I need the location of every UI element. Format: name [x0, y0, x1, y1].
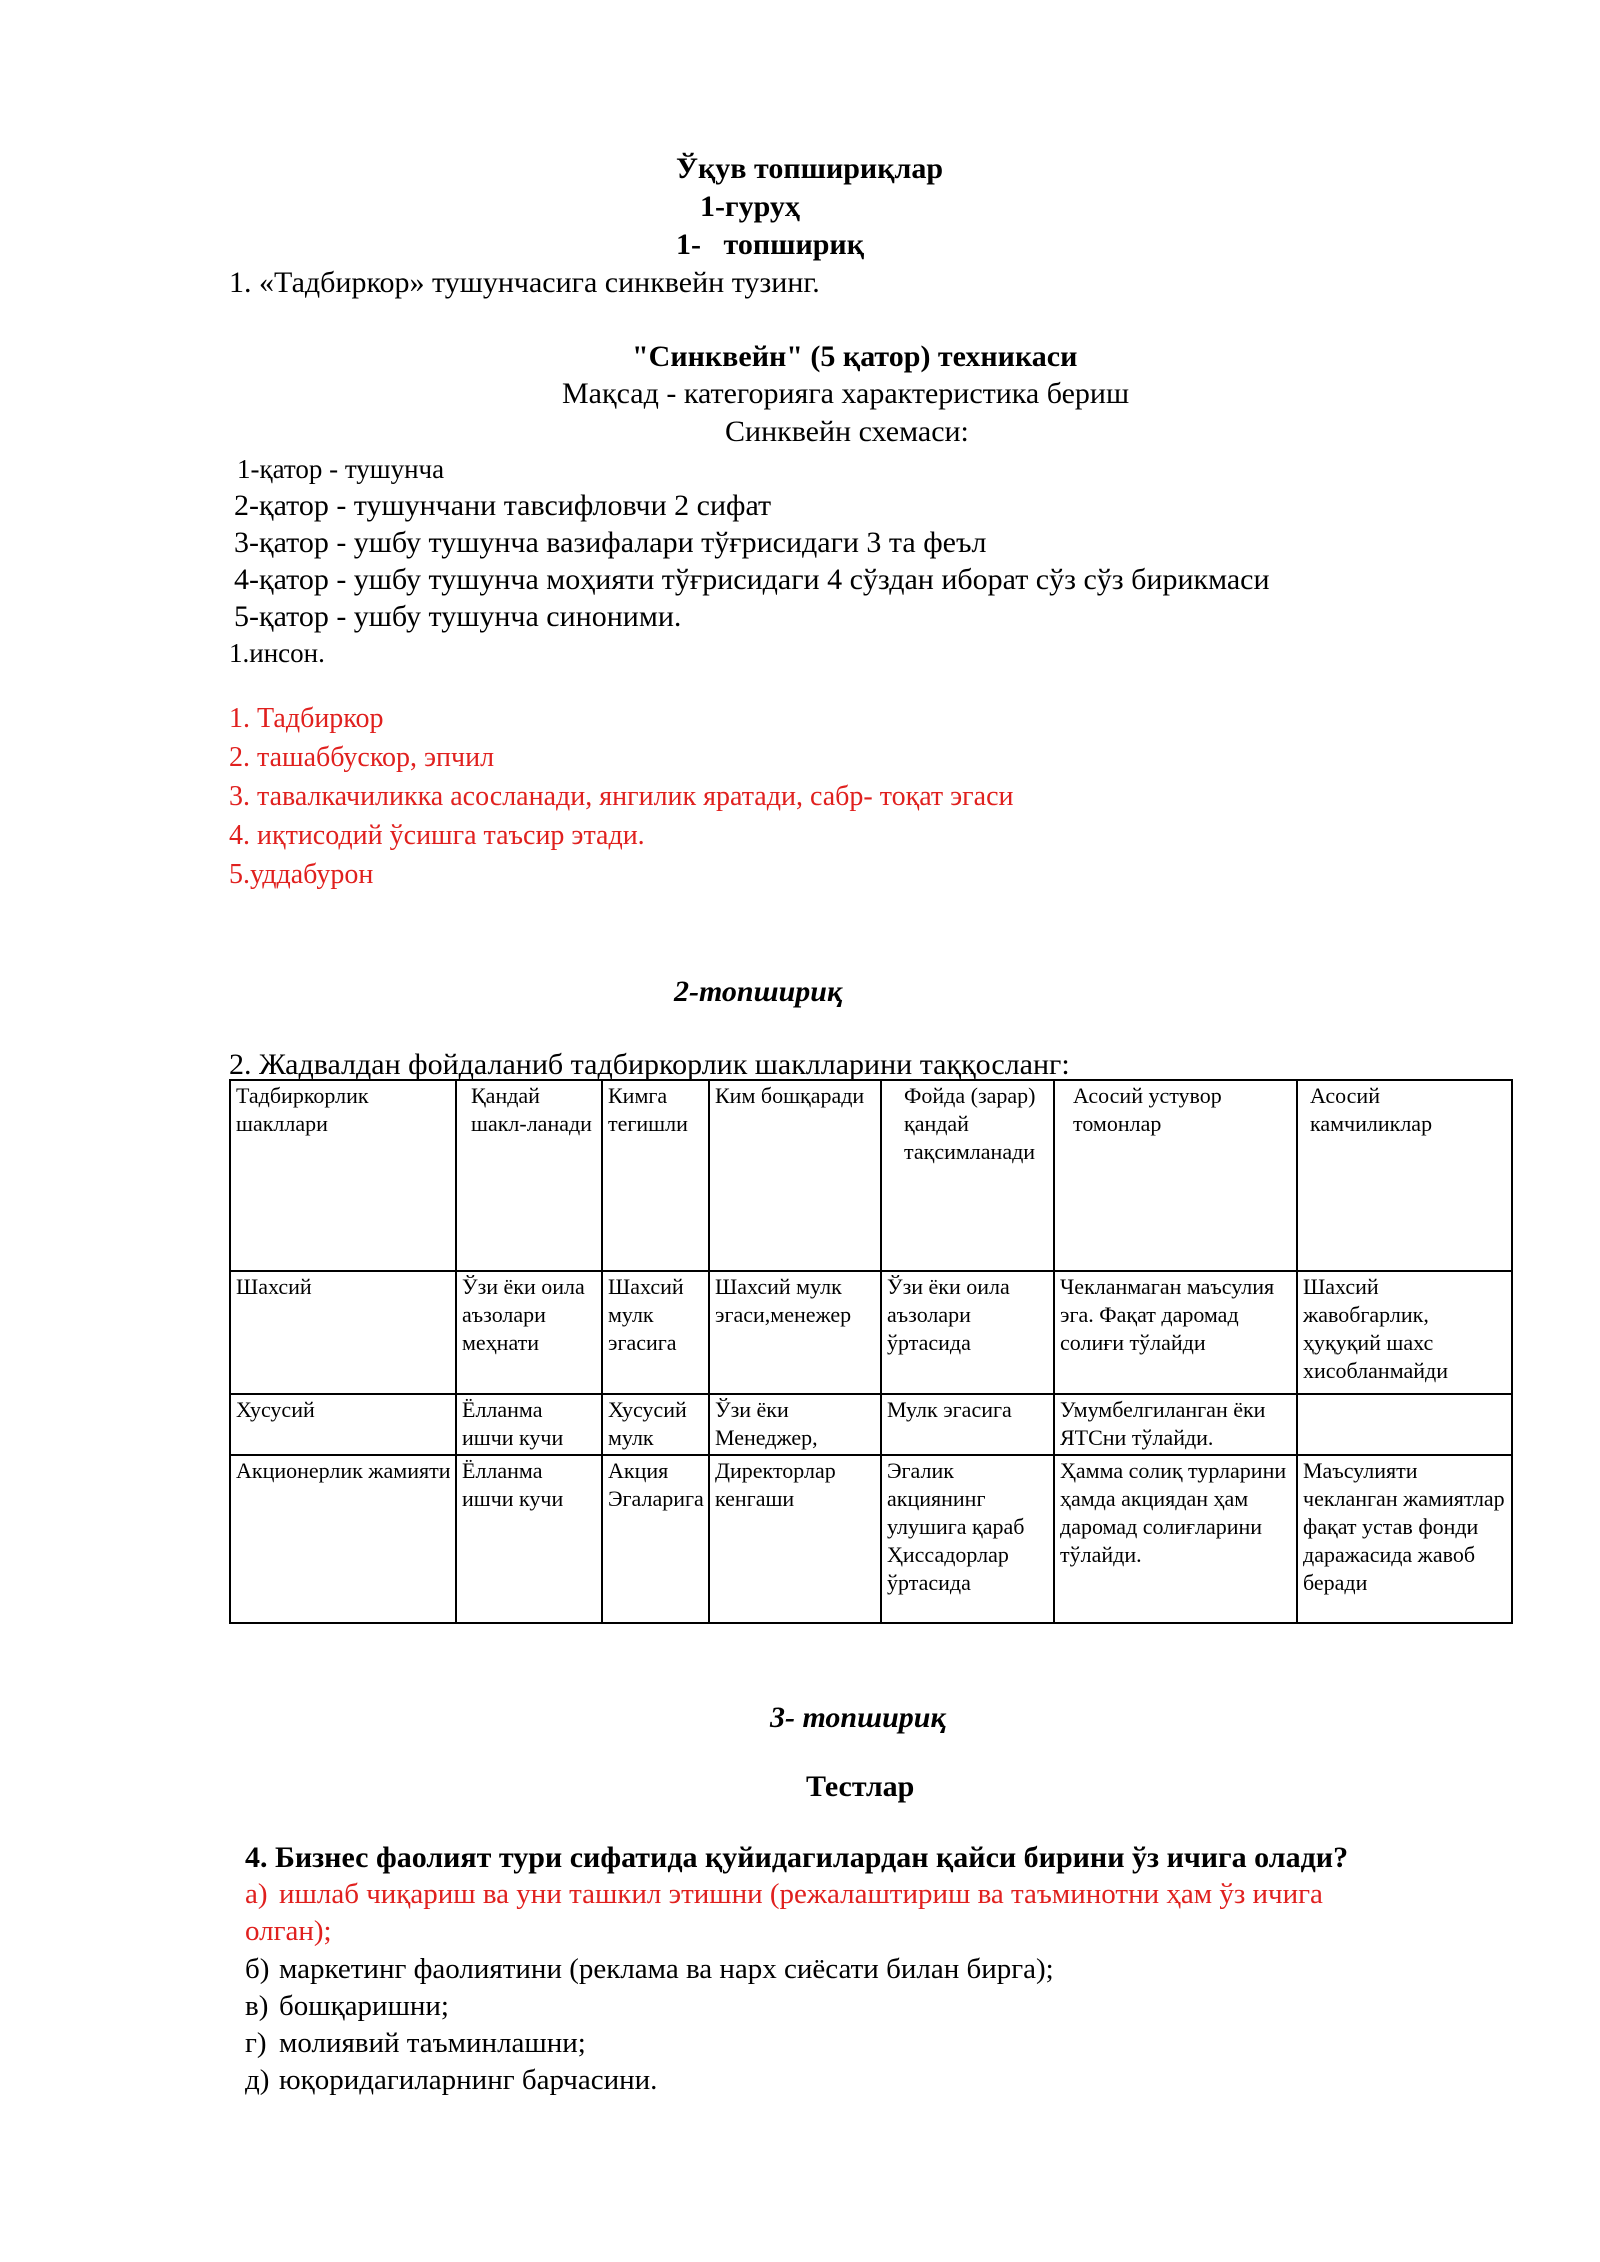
- table-cell: Шахсий мулк эгасига: [602, 1271, 709, 1394]
- table-header-cell: Тадбиркорлик шакллари: [230, 1080, 456, 1271]
- table-cell: Чекланмаган маъсулия эга. Фақат даромад солиғи тўлайди: [1054, 1271, 1297, 1394]
- answer-line: 2. ташаббускор, эпчил: [229, 742, 495, 773]
- task1-question: 1. «Тадбиркор» тушунчасига синквейн тузинг.: [229, 266, 820, 299]
- table-cell: Шахсий мулк эгаси,менежер: [709, 1271, 881, 1394]
- table-cell: Маъсулияти чекланган жамиятлар фақат устав фонди даражасида жавоб беради: [1297, 1455, 1512, 1623]
- option-text: ишлаб чиқариш ва уни ташкил этишни (режалаштириш ва таъминотни ҳам ўз ичига: [279, 1878, 1323, 1910]
- table-cell: Ёлланма ишчи кучи: [456, 1455, 602, 1623]
- test-question: 4. Бизнес фаолият тури сифатида қуйидагилардан қайси бирини ўз ичига олади?: [245, 1841, 1349, 1874]
- option-text: молиявий таъминлашни;: [279, 2027, 586, 2059]
- task3-heading: 3- топшириқ: [770, 1701, 946, 1734]
- table-cell: Хусусий мулк: [602, 1394, 709, 1455]
- table-cell: Шахсий: [230, 1271, 456, 1394]
- test-option-e: [245, 2064, 657, 2097]
- option-text: бошқаришни;: [279, 1990, 449, 2022]
- task2-question: 2. Жадвалдан фойдаланиб тадбиркорлик шаклларини таққосланг:: [229, 1048, 1070, 1081]
- scheme-row: 4-қатор - ушбу тушунча моҳияти тўғрисидаги 4 сўздан иборат сўз сўз бирикмаси: [234, 563, 1270, 596]
- scheme-row: 3-қатор - ушбу тушунча вазифалари тўғрисидаги 3 та феъл: [234, 526, 987, 559]
- test-option-a: [245, 1878, 1323, 1911]
- option-letter: г): [245, 2027, 267, 2059]
- table-cell: Умумбелгиланган ёки ЯТСни тўлайди.: [1054, 1394, 1297, 1455]
- scheme-row: 2-қатор - тушунчани тавсифловчи 2 сифат: [234, 489, 772, 522]
- example-line: 1.инсон.: [229, 638, 325, 668]
- option-text: юқоридагиларнинг барчасини.: [279, 2064, 658, 2096]
- scheme-title: Синквейн схемаси:: [725, 415, 969, 448]
- test-option-d: [245, 2027, 586, 2060]
- option-letter: б): [245, 1953, 270, 1985]
- table-cell: Мулк эгасига: [881, 1394, 1054, 1455]
- test-option-a-continuation: олган);: [245, 1915, 332, 1947]
- technique-title: "Синквейн" (5 қатор) техникаси: [632, 340, 1078, 373]
- table-cell: Хусусий: [230, 1394, 456, 1455]
- table-header-cell: Қандай шакл-ланади: [456, 1080, 602, 1271]
- table-cell: Ўзи ёки Менеджер,: [709, 1394, 881, 1455]
- table-cell: Ҳамма солиқ турларини ҳамда акциядан ҳам даромад солиғларини тўлайди.: [1054, 1455, 1297, 1623]
- answer-line: 5.уддабурон: [229, 859, 374, 890]
- option-letter: в): [245, 1990, 269, 2022]
- answer-line: 1. Тадбиркор: [229, 703, 384, 734]
- table-cell: Ўзи ёки оила аъзолари меҳнати: [456, 1271, 602, 1394]
- test-option-c: [245, 1990, 449, 2023]
- table-header-cell: Асосий устувор томонлар: [1054, 1080, 1297, 1271]
- table-header-cell: Асосий камчиликлар: [1297, 1080, 1512, 1271]
- table-header-cell: Ким бошқаради: [709, 1080, 881, 1271]
- table-row: [230, 1455, 1512, 1623]
- table-cell: Акция Эгаларига: [602, 1455, 709, 1623]
- tests-title: Тестлар: [806, 1770, 915, 1803]
- table-cell: Шахсий жавобгарлик, ҳуқуқий шахс хисобланмайди: [1297, 1271, 1512, 1394]
- option-letter: а): [245, 1878, 268, 1910]
- technique-goal: Мақсад - категорияга характеристика бериш: [562, 377, 1130, 410]
- answer-line: 4. иқтисодий ўсишга таъсир этади.: [229, 820, 645, 851]
- option-letter: д): [245, 2064, 270, 2096]
- table-row: [230, 1394, 1512, 1455]
- test-option-b: [245, 1953, 1054, 1986]
- answer-line: 3. тавалкачиликка асосланади, янгилик яратади, сабр- тоқат эгаси: [229, 781, 1014, 812]
- page-title: Ўқув топшириқлар: [676, 152, 944, 185]
- task1-heading: 1- топшириқ: [676, 228, 864, 261]
- option-text: маркетинг фаолиятини (реклама ва нарх сиёсати билан бирга);: [279, 1953, 1054, 1985]
- table-row: [230, 1271, 1512, 1394]
- table-header-row: [230, 1080, 1512, 1271]
- table-cell: Ўзи ёки оила аъзолари ўртасида: [881, 1271, 1054, 1394]
- table-cell: Акционерлик жамияти: [230, 1455, 456, 1623]
- table-header-cell: Фойда (зарар) қандай тақсимланади: [881, 1080, 1054, 1271]
- table-cell: [1297, 1394, 1512, 1455]
- scheme-row: 5-қатор - ушбу тушунча синоними.: [234, 600, 682, 633]
- group-label: 1-гуруҳ: [700, 190, 800, 223]
- scheme-row: 1-қатор - тушунча: [237, 454, 445, 484]
- table-cell: Ёлланма ишчи кучи: [456, 1394, 602, 1455]
- table-cell: Директорлар кенгаши: [709, 1455, 881, 1623]
- comparison-table: [229, 1079, 1513, 1624]
- table-cell: Эгалик акциянинг улушига қараб Ҳиссадорлар ўртасида: [881, 1455, 1054, 1623]
- task2-heading: 2-топшириқ: [674, 975, 843, 1008]
- table-header-cell: Кимга тегишли: [602, 1080, 709, 1271]
